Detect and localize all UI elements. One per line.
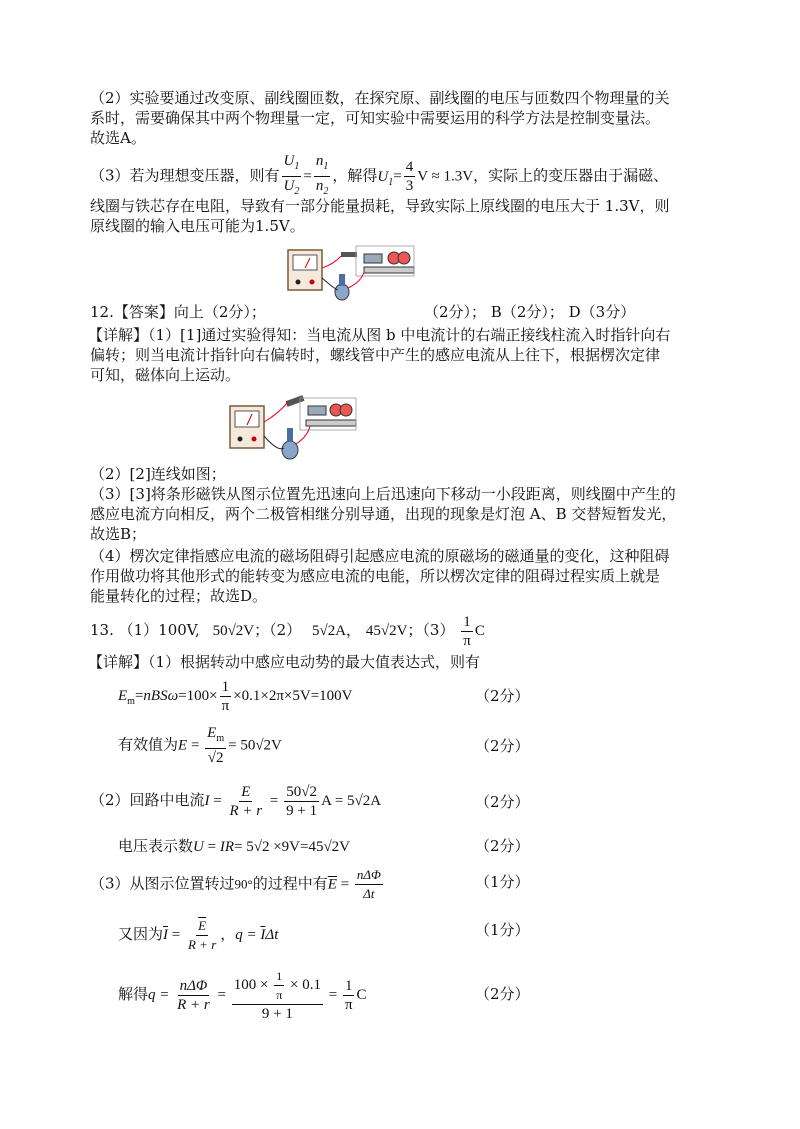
q12-detail-line1: 【详解】（1）[1]通过实验得知：当电流从图 b 中电流计的右端正接线柱流入时指针向右 xyxy=(88,326,671,344)
q12-detail-3-line3: 故选B； xyxy=(90,525,147,543)
ratio-n-fraction: $\frac{n_1}{n_2}$ xyxy=(315,153,329,197)
score-eq-em: （2分） xyxy=(475,687,530,705)
q13-head: 13. （1）100V, xyxy=(90,621,200,639)
also-fraction: $\frac{\overline{E}}{R + r}$ xyxy=(187,917,217,952)
ratio-u-fraction: $\frac{U_1}{U_2}$ xyxy=(283,153,300,197)
solve-fraction-3: $\frac{1}{\pi}$ xyxy=(344,977,353,1013)
score-solve: （2分） xyxy=(475,985,530,1003)
eq-current: （2）回路中电流I = $\frac{E}{R + r}$ = $\frac{50√2}{9 + 1}$ A = 5√2A xyxy=(90,783,382,819)
eq-voltage: 电压表示数U = IR= 5√2 ×9V=45√2V xyxy=(118,837,351,855)
p3-prefix: （3）若为理想变压器，则有 xyxy=(90,166,280,185)
q12-answer-prefix: 12.【答案】向上（2分）； xyxy=(90,303,266,321)
q12-detail-4-line2: 作用做功将其他形式的能转变为感应电流的电能，所以楞次定律的阻碍过程实质上就是 xyxy=(90,567,661,585)
p3-line2: 线圈与铁芯存在电阻，导致有一部分能量损耗，导致实际上原线圈的电压大于 1.3V，则 xyxy=(90,197,670,215)
s3-mid: 的过程中有 xyxy=(252,874,328,893)
solve-label: 解得 xyxy=(118,985,149,1003)
eq-effective: 有效值为E = $\frac{E_m}{√2}$ = 50√2V xyxy=(118,725,282,766)
circuit-figure-1 xyxy=(286,240,418,302)
eq-solve: 解得q = $\frac{\text{nΔΦ}}{R + r}$ = 100 × $\frac{1}{\pi}$ × 0.1 9 + 1 = $\frac{1}{\pi}$ C xyxy=(118,969,367,1022)
p3-mid: ，解得 xyxy=(332,166,378,185)
eq-em-a: =100× xyxy=(178,688,218,704)
score-s3: （1分） xyxy=(475,873,530,891)
eq-also: 又因为$\overline{I}$ = $\frac{\overline{E}}{R + r}$ ，$q = \overline{I}\Delta t$ xyxy=(118,917,279,952)
p2-line2: 系时，需要确保其中两个物理量一定，可知实验中需要运用的科学方法是控制变量法。 xyxy=(90,109,661,127)
score-voltage: （2分） xyxy=(475,837,530,855)
current-fraction-2: $\frac{50√2}{9 + 1}$ xyxy=(286,783,318,819)
p2-line1: （2）实验要通过改变原、副线圈匝数，在探究原、副线圈的电压与匝数四个物理量的关 xyxy=(90,89,670,107)
q13-answer-line: 13. （1）100V, 50√2V；（2） 5√2A， 45√2V；（3） $\frac{1}{\pi}$ C xyxy=(90,613,485,649)
q12-detail-3-line1: （3）[3]将条形磁铁从图示位置先迅速向上后迅速向下移动一小段距离，则线圈中产生的 xyxy=(90,485,676,503)
q12-detail-4-line3: 能量转化的过程；故选D。 xyxy=(90,587,268,605)
also-label: 又因为 xyxy=(118,925,164,943)
score-also: （1分） xyxy=(475,921,530,939)
p3-result: V ≈ 1.3V xyxy=(417,168,474,185)
q12-answer-line xyxy=(90,302,266,322)
s3-deg: 90° xyxy=(234,876,253,892)
four-thirds-fraction: $\frac{4}{3}$ xyxy=(405,159,414,194)
s2-label: （2）回路中电流 xyxy=(90,791,205,809)
s3-fraction: $\frac{\text{nΔΦ}}{\Delta t}$ xyxy=(356,867,381,901)
q12-detail-line2: 偏转；则当电流计指针向右偏转时，螺线管中产生的感应电流从上往下，根据楞次定律 xyxy=(90,346,661,364)
solve-fraction-2: 100 × $\frac{1}{\pi}$ × 0.1 9 + 1 xyxy=(233,969,321,1022)
p3-line1: （3）若为理想变压器，则有 $\frac{U_1}{U_2}$ = $\frac{n_1}{n_2}$ ，解得$U_1=$ $\frac{4}{3}$ V ≈ 1.3V，实际上的变压器由于漏磁、 xyxy=(90,152,668,201)
one-over-pi-fraction: $\frac{1}{\pi}$ xyxy=(463,613,471,649)
q13-sep3: ；（3） xyxy=(407,621,455,639)
eff-fraction: $\frac{E_m}{√2}$ xyxy=(207,725,225,766)
score-eff: （2分） xyxy=(475,737,530,755)
q12-answer-suffix: （2分）； B（2分）； D（3分） xyxy=(424,303,636,321)
eq-em-fraction: $\frac{1}{\pi}$ xyxy=(221,678,230,714)
q13-sep2: ；（2） xyxy=(254,621,302,639)
solve-fraction-1: $\frac{\text{nΔΦ}}{R + r}$ xyxy=(177,977,210,1013)
eq-em: $E_m=nBS\omega=100\times$ $\frac{1}{\pi}$ ×0.1×2π×5V=100V xyxy=(118,678,353,714)
eq-s3: （3）从图示位置转过90°的过程中有$\overline{E}$ = $\frac{\text{nΔΦ}}{\Delta t}$ xyxy=(90,867,381,901)
p2-line3: 故选A。 xyxy=(90,129,146,147)
volt-label: 电压表示数 xyxy=(118,837,194,855)
eff-val: = 50√2V xyxy=(228,737,282,754)
q13-ans2b: 45√2V xyxy=(365,623,408,639)
current-fraction-1: $\frac{E}{R + r}$ xyxy=(229,783,263,819)
q12-detail-2: （2）[2]连线如图； xyxy=(90,465,226,483)
eq-em-b: ×0.1×2π×5V=100V xyxy=(233,688,353,704)
p3-line3: 原线圈的输入电压可能为1.5V。 xyxy=(90,217,305,235)
p3-suffix: ，实际上的变压器由于漏磁、 xyxy=(473,166,669,185)
q13-ans2a: 5√2A xyxy=(311,623,347,639)
s2-val: A = 5√2A xyxy=(321,793,382,809)
q12-detail-line3: 可知，磁体向上运动。 xyxy=(90,366,241,384)
score-current: （2分） xyxy=(475,793,530,811)
q12-detail-4-line1: （4）楞次定律指感应电流的磁场阻碍引起感应电流的原磁场的磁通量的变化，这种阻碍 xyxy=(90,547,670,565)
circuit-figure-2 xyxy=(228,392,358,462)
q13-ans1: 50√2V xyxy=(212,623,255,639)
q13-detail: 【详解】（1）根据转动中感应电动势的最大值表达式，则有 xyxy=(88,653,481,671)
q12-detail-3-line2: 感应电流方向相反，两个二极管相继分别导通，出现的现象是灯泡 A、B 交替短暂发光， xyxy=(90,505,677,523)
s3-label: （3）从图示位置转过 xyxy=(90,874,235,893)
eff-label: 有效值为 xyxy=(118,735,179,754)
volt-val: = 5√2 ×9V=45√2V xyxy=(234,839,351,855)
